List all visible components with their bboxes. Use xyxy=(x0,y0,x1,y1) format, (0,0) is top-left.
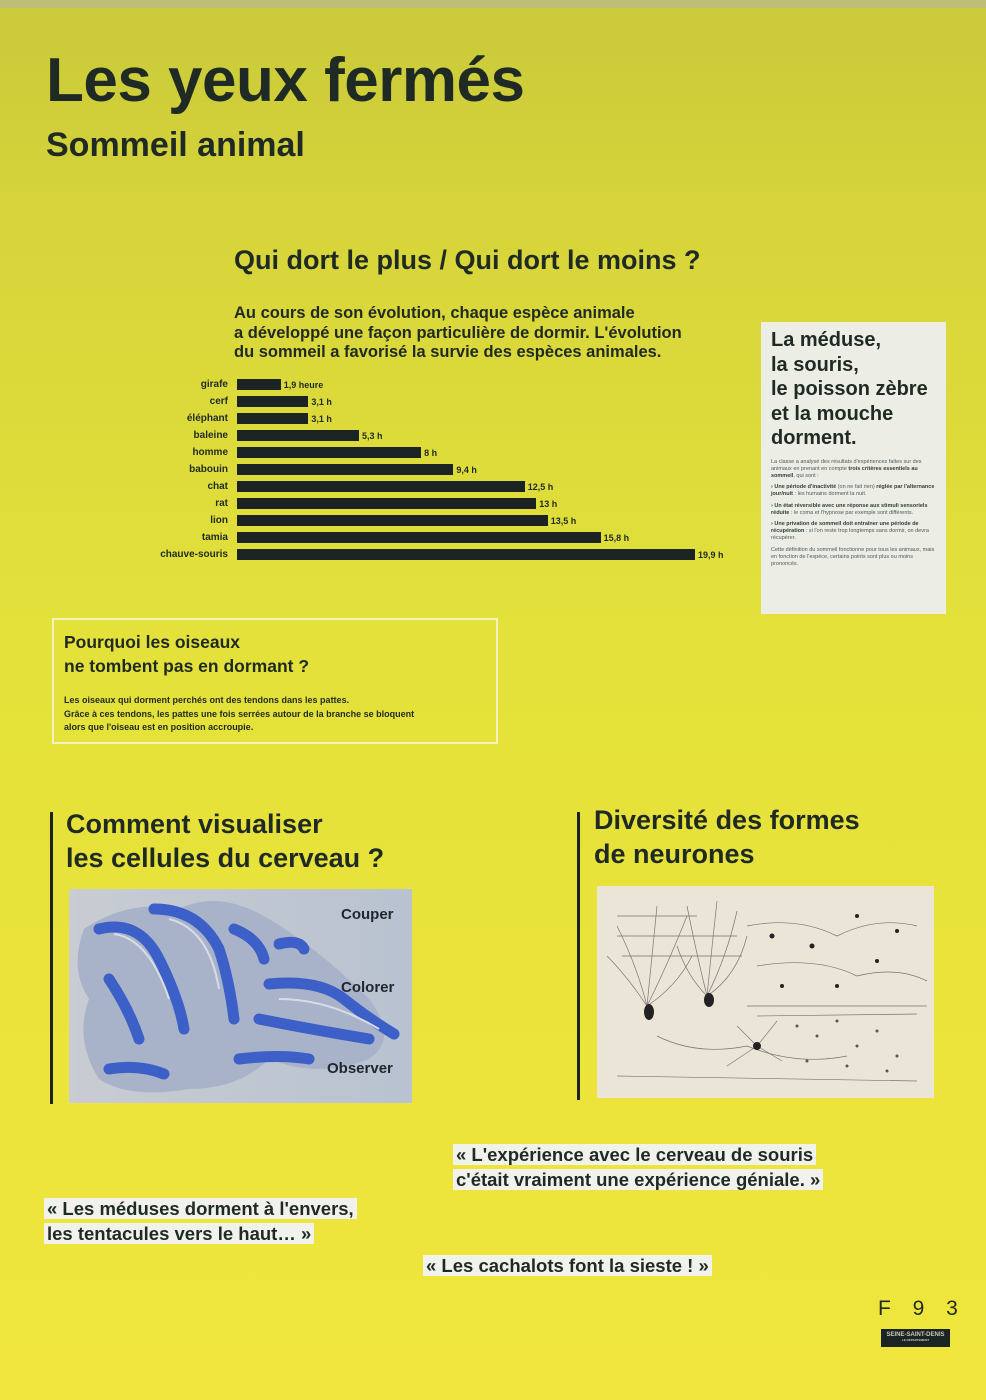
section-divider-line xyxy=(50,812,53,1104)
chart-bar xyxy=(237,396,308,407)
chart-value-label: 1,9 heure xyxy=(283,379,324,390)
chart-value-label: 3,1 h xyxy=(311,396,332,407)
neuron-illustration xyxy=(597,886,934,1098)
title-line: Diversité des formes xyxy=(594,805,860,835)
chart-row xyxy=(150,546,750,563)
quote-mouse-brain xyxy=(453,1142,823,1192)
chart-value-label: 8 h xyxy=(424,447,438,458)
text-line: Les oiseaux qui dorment perchés ont des tendons dans les pattes. xyxy=(64,695,350,705)
department-logo xyxy=(881,1329,950,1347)
sleep-bar-chart xyxy=(150,376,750,563)
brain-section-title xyxy=(66,808,384,876)
chart-bar xyxy=(237,532,601,543)
chart-bar xyxy=(237,413,308,424)
chart-bar xyxy=(237,379,281,390)
chart-row xyxy=(150,495,750,512)
chart-category-label: chat xyxy=(207,481,228,492)
intro-end: , qui sont : xyxy=(793,472,819,479)
poster-subtitle: Sommeil animal xyxy=(46,126,305,164)
chart-bar xyxy=(237,481,525,492)
chart-category-label: girafe xyxy=(200,379,228,390)
chart-row xyxy=(150,393,750,410)
chart-category-label: babouin xyxy=(189,464,228,475)
title-line: Comment visualiser xyxy=(66,809,323,839)
title-line: ne tombent pas en dormant ? xyxy=(64,656,310,676)
neuron-drawing-image xyxy=(597,886,934,1098)
chart-value-label: 19,9 h xyxy=(698,549,724,560)
title-line: Pourquoi les oiseaux xyxy=(64,632,241,652)
chart-category-label: lion xyxy=(210,515,228,526)
info-box-text xyxy=(771,459,936,569)
title-line: et la mouche xyxy=(771,402,894,425)
cerebellum-image xyxy=(69,889,412,1103)
info-box-sleeping-animals xyxy=(761,322,946,614)
quote-line: « Les cachalots font la sieste ! » xyxy=(423,1255,712,1276)
chart-row xyxy=(150,529,750,546)
chart-value-label: 15,8 h xyxy=(603,532,630,543)
quote-line: « L'expérience avec le cerveau de souris xyxy=(453,1144,816,1165)
image-label-colorer: Colorer xyxy=(341,979,395,996)
chart-category-label: cerf xyxy=(209,396,228,407)
text-line: Grâce à ces tendons, les pattes une fois serrées autour de la branche se bloquent xyxy=(64,708,415,719)
logo-subtext: LE DÉPARTEMENT xyxy=(901,1338,930,1342)
intro-text: La classe a analysé des résultats d'expériences faites sur des animaux en prenant en compte xyxy=(771,458,922,472)
chart-category-label: chauve-souris xyxy=(160,549,228,560)
chart-value-label: 13 h xyxy=(539,498,558,509)
title-line: de neurones xyxy=(594,838,755,869)
chart-row xyxy=(150,410,750,427)
quote-sperm-whales xyxy=(423,1253,712,1278)
bird-box-title xyxy=(64,630,486,678)
poster-title: Les yeux fermés xyxy=(46,46,525,115)
quote-line: c'était vraiment une expérience géniale. » xyxy=(453,1169,823,1190)
intro-line: Au cours de son évolution, chaque espèce animale xyxy=(234,304,635,322)
chart-category-label: homme xyxy=(192,447,228,458)
criterion: › Une privation de sommeil doit entraîner une période de récupération : si l'on reste trop longtemps sans dormir, on devra récupérer. xyxy=(771,520,929,542)
title-line: La méduse, xyxy=(771,329,882,351)
chart-row xyxy=(150,444,750,461)
logo-text: SEINE-SAINT-DENIS xyxy=(886,1332,945,1338)
chart-value-label: 5,3 h xyxy=(361,430,383,441)
conclusion: Cette définition du sommeil fonctionne pour tous les animaux, mais en fonction de l'espèce, certains points sont plus ou moins prononcés. xyxy=(771,546,935,567)
text-line: alors que l'oiseau est en position accroupie. xyxy=(64,722,254,732)
image-label-observer: Observer xyxy=(327,1060,393,1077)
title-line: le poisson zèbre xyxy=(771,378,928,400)
chart-category-label: tamia xyxy=(201,532,228,543)
chart-row xyxy=(150,427,750,444)
poster-code: F 9 3 xyxy=(878,1297,966,1320)
intro-bold: trois critères essentiels au sommeil xyxy=(771,465,918,479)
chart-bar xyxy=(237,447,421,458)
bird-box xyxy=(52,618,498,744)
criterion: › Un état réversible avec une réponse aux stimuli sensoriels réduite : le coma et l'hypnose par exemple sont différents. xyxy=(771,502,928,516)
chart-bar xyxy=(237,549,695,560)
image-label-couper: Couper xyxy=(341,906,394,923)
info-box-title xyxy=(771,328,936,451)
chart-value-label: 3,1 h xyxy=(311,413,332,424)
quote-line: les tentacules vers le haut… » xyxy=(44,1223,314,1244)
quote-jellyfish xyxy=(44,1196,357,1246)
neuron-section-title xyxy=(594,804,860,872)
title-line: dorment. xyxy=(771,427,857,449)
wall-edge xyxy=(0,0,986,8)
title-line: la souris, xyxy=(771,353,859,376)
chart-row xyxy=(150,478,750,495)
chart-bar xyxy=(237,498,536,509)
intro-line: a développé une façon particulière de dormir. L'évolution xyxy=(234,323,682,342)
quote-line: « Les méduses dorment à l'envers, xyxy=(44,1198,357,1219)
chart-row xyxy=(150,512,750,529)
chart-bar xyxy=(237,464,453,475)
chart-value-label: 12,5 h xyxy=(527,481,554,492)
intro-line: du sommeil a favorisé la survie des espèces animales. xyxy=(234,343,662,361)
chart-bar xyxy=(237,515,548,526)
criterion: › Une période d'inactivité (on ne fait rien) réglée par l'alternance jour/nuit : les humains dorment la nuit. xyxy=(771,484,935,498)
chart-bar xyxy=(237,430,359,441)
chart-category-label: baleine xyxy=(193,430,228,441)
chart-value-label: 9,4 h xyxy=(456,464,477,475)
bird-box-text xyxy=(64,694,486,735)
chart-row xyxy=(150,376,750,393)
section-divider-line xyxy=(577,812,580,1100)
sleep-heading: Qui dort le plus / Qui dort le moins ? xyxy=(234,245,701,275)
title-line: les cellules du cerveau ? xyxy=(66,842,385,873)
chart-category-label: rat xyxy=(215,498,228,509)
chart-row xyxy=(150,461,750,478)
sleep-intro xyxy=(234,304,714,363)
chart-category-label: éléphant xyxy=(186,413,228,424)
chart-value-label: 13,5 h xyxy=(550,515,577,526)
